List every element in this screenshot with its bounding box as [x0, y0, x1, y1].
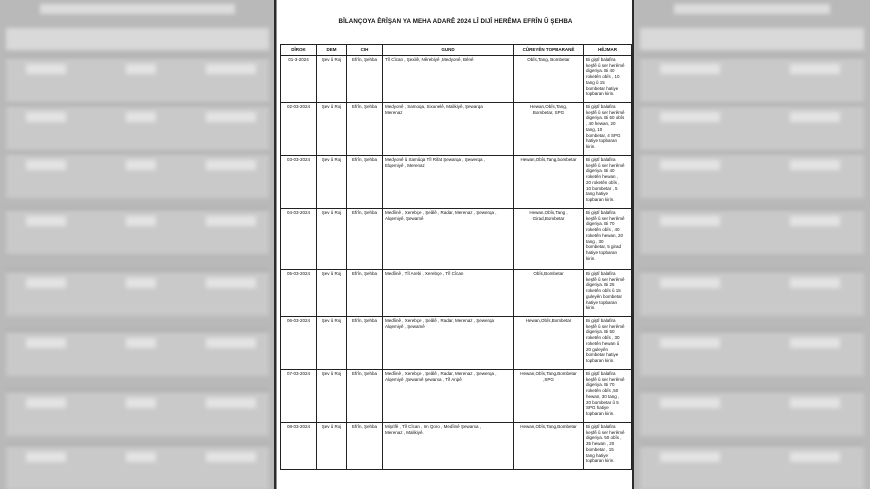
- cell-place: Efrîn, Şehba: [347, 370, 383, 423]
- cell-villages: Medîinê , Tîl Arebi , Xerebçe , Tîl Cîcan: [383, 270, 514, 317]
- cell-time: Şev û Roj: [317, 156, 347, 209]
- cell-types: Hewan,Obîs,Tang,Bombetar: [514, 423, 584, 470]
- table-row: [281, 370, 632, 423]
- cell-place: Efrîn, Şehba: [347, 103, 383, 156]
- cell-date: 03-03-2024: [281, 156, 317, 209]
- header-types: CÛREYÊN TOPBARANÊ: [514, 45, 584, 56]
- cell-count: Bi giştî balafira keşfê û ser herêmê digeriya. Bi 70 roketên obîs ,50 hewan, 30 tang , 20 bombetar û 5 SPG hatiye topbaran kirin.: [584, 370, 632, 423]
- cell-date: 01-3-2024: [281, 56, 317, 103]
- cell-time: Şev û Roj: [317, 423, 347, 470]
- cell-place: Efrîn, Şehba: [347, 317, 383, 370]
- table-row: [281, 209, 632, 270]
- cell-types: Obîs,Bombetar: [514, 270, 584, 317]
- cell-time: Şev û Roj: [317, 209, 347, 270]
- attack-report-table: [280, 44, 632, 470]
- cell-place: Efrîn, Şehba: [347, 209, 383, 270]
- header-date: DÎROK: [281, 45, 317, 56]
- cell-villages: Medîinê , Xerebçe , Şeâlê , Radar, Merenaz , Şewerqa , Alqemiyê, Şewamê: [383, 209, 514, 270]
- cell-time: Şev û Roj: [317, 103, 347, 156]
- header-villages: GUND: [383, 45, 514, 56]
- cell-date: 06-03-2024: [281, 317, 317, 370]
- cell-types: Obîs,Tang, Bombetar: [514, 56, 584, 103]
- cell-time: Şev û Roj: [317, 270, 347, 317]
- table-row: [281, 423, 632, 470]
- cell-count: Bi giştî balafira keşfê û ser herêmê digeriya. Bi 50 roketên obîs , 30 roketên hewan û 20 guleyên bombetar hatiye topbaran kirin.: [584, 317, 632, 370]
- cell-place: Efrîn, Şehba: [347, 56, 383, 103]
- cell-date: 02-03-2024: [281, 103, 317, 156]
- cell-villages: Tîl Cîcan , Şexilê, Nêrebiyê ,Medyonê, Bênê: [383, 56, 514, 103]
- cell-count: Bi giştî balafira keşfê û ser herêmê digeriya. 50 obîs , 35 hewan , 20 bombetar , 15 tang hatiye topbaran kirin.: [584, 423, 632, 470]
- table-row: [281, 56, 632, 103]
- cell-types: Hewan,Obîs,Tang , Girad,Bombetar: [514, 209, 584, 270]
- cell-count: Bi giştî balafira keşfê û ser herêmê digeriya. Bi 25 roketên obîs û 15 guleyên bombetar hatiye topbaran kirin.: [584, 270, 632, 317]
- cell-villages: Medîinê , Xerebçe , Şeâlê , Radar, Merenaz , Şewerqa , Alqemiyê ,Şewamê şewarxa , Tîl Anpê: [383, 370, 514, 423]
- blurred-background-left: [0, 0, 275, 489]
- table-row: [281, 156, 632, 209]
- cell-place: Efrîn, Şehba: [347, 423, 383, 470]
- document-title: BÎLANÇOYA ÊRÎŞAN YA MEHA ADARÊ 2024 LÎ DIJÎ HERÊMA EFRÎN Û ŞEHBA: [338, 18, 573, 25]
- cell-types: Hewan,Obîs,Bombetar: [514, 317, 584, 370]
- cell-count: Bi giştî balafira keşfê û ser herêmê digeriya. Bi 70 roketên obîs , 40 roketên hewan, 20 tang , 30 bombetar, 5 girad hatiye topbaran kirin.: [584, 209, 632, 270]
- cell-types: Hewan,Obîs,Tang,Bombetar ,SPG: [514, 370, 584, 423]
- table-row: [281, 270, 632, 317]
- cell-villages: Medyonê , Samoqa, Sixunelê, Malikiyê, Şewarqa Merenaz: [383, 103, 514, 156]
- cell-place: Efrîn, Şehba: [347, 270, 383, 317]
- table-header-row: [281, 45, 632, 56]
- header-count: HÊJMAR: [584, 45, 632, 56]
- cell-villages: Medîinê , Xerebçe , Şeâlê , Radar, Merenaz , Şewerqa Alqemiyê , Şewamê: [383, 317, 514, 370]
- header-place: CIH: [347, 45, 383, 56]
- document-page: [277, 0, 634, 489]
- cell-types: Hewan,Obîs,Tang, Bombetar, SPG: [514, 103, 584, 156]
- cell-date: 05-03-2024: [281, 270, 317, 317]
- cell-date: 07-03-2024: [281, 370, 317, 423]
- table-row: [281, 103, 632, 156]
- cell-date: 04-03-2024: [281, 209, 317, 270]
- cell-villages: Medyonê û Samûqa Tîl Rifat Şewarqa , Şewerqa , Elqemiyê , Merenaz: [383, 156, 514, 209]
- cell-time: Şev û Roj: [317, 370, 347, 423]
- table-row: [281, 317, 632, 370]
- cell-date: 08-03-2024: [281, 423, 317, 470]
- cell-count: Bi giştî balafira keşfê û ser herêmê digeriya. Bi 40 roketên obîs , 10 tang û 15 bombetar hatiye topbaran kirin.: [584, 56, 632, 103]
- cell-time: Şev û Roj: [317, 317, 347, 370]
- page-left-edge: [274, 0, 276, 489]
- cell-count: Bi giştî balafira keşfê û ser herêmê digeriya. Bi 50 obîs , 40 hewan, 20 tang, 10 bombetar, 4 SPG hatiye topbaran kirin.: [584, 103, 632, 156]
- header-time: DEM: [317, 45, 347, 56]
- cell-place: Efrîn, Şehba: [347, 156, 383, 209]
- cell-types: Hewan,Obîs,Tang,bombetar: [514, 156, 584, 209]
- cell-count: Bi giştî balafira keşfê û ser herêmê digeriya. Bi 40 roketên hewan , 20 roketên obîs , 10 bombetar , 5 tang hatiye topbaran kirin.: [584, 156, 632, 209]
- cell-time: Şev û Roj: [317, 56, 347, 103]
- cell-villages: Mişrifê , Tîl Cîcan , Im Qoro , Medîinê Şewarxa , Merenaz , Malikiyê.: [383, 423, 514, 470]
- blurred-background-right: [634, 0, 870, 489]
